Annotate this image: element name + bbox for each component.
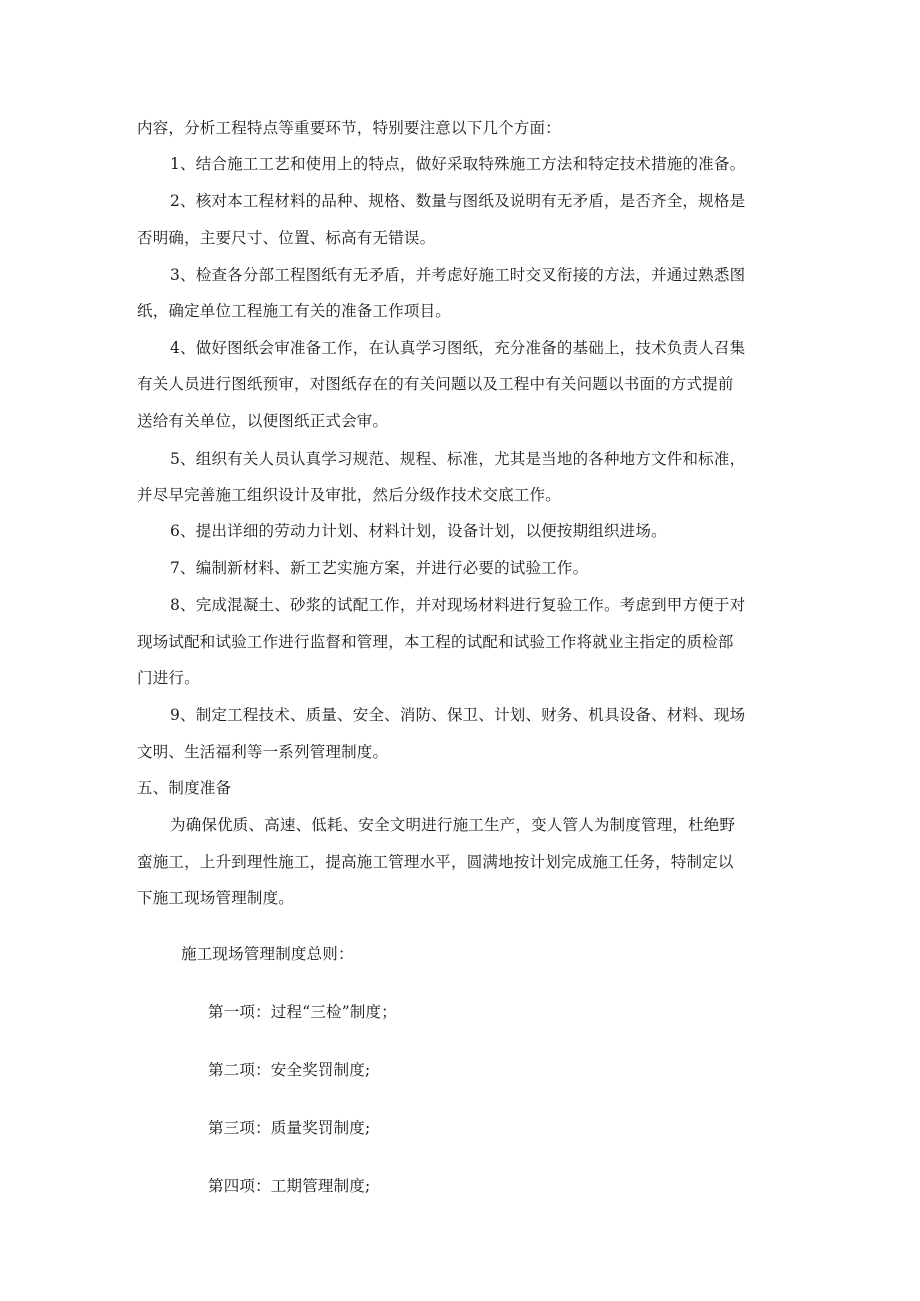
item-1-line-1: 1、结合施工工艺和使用上的特点，做好采取特殊施工方法和特定技术措施的准备。 — [170, 155, 746, 173]
item-2-line-1: 2、核对本工程材料的品种、规格、数量与图纸及说明有无矛盾，是否齐全，规格是 — [170, 192, 746, 210]
item-9-line-1: 9、制定工程技术、质量、安全、消防、保卫、计划、财务、机具设备、材料、现场 — [170, 706, 746, 724]
section-paragraph-line-1: 为确保优质、高速、低耗、安全文明进行施工生产，变人管人为制度管理，杜绝野 — [170, 816, 736, 834]
section-paragraph-line-2: 蛮施工，上升到理性施工，提高施工管理水平，圆满地按计划完成施工任务，特制定以 — [137, 853, 734, 871]
item-5-line-2: 并尽早完善施工组织设计及审批，然后分级作技术交底工作。 — [137, 486, 561, 504]
rules-title: 施工现场管理制度总则： — [181, 945, 354, 963]
item-4-line-1: 4、做好图纸会审准备工作，在认真学习图纸，充分准备的基础上，技术负责人召集 — [170, 339, 746, 357]
item-6-line-1: 6、提出详细的劳动力计划、材料计划，设备计划，以便按期组织进场。 — [170, 522, 667, 540]
item-5-line-1: 5、组织有关人员认真学习规范、规程、标准，尤其是当地的各种地方文件和标准， — [170, 450, 746, 468]
item-3-line-1: 3、检查各分部工程图纸有无矛盾，并考虑好施工时交叉衔接的方法，并通过熟悉图 — [170, 266, 746, 284]
item-4-line-2: 有关人员进行图纸预审，对图纸存在的有关问题以及工程中有关问题以书面的方式提前 — [137, 375, 734, 393]
item-8-line-1: 8、完成混凝土、砂浆的试配工作，并对现场材料进行复验工作。考虑到甲方便于对 — [170, 596, 746, 614]
section-paragraph-line-3: 下施工现场管理制度。 — [137, 889, 295, 907]
item-8-line-2: 现场试配和试验工作进行监督和管理，本工程的试配和试验工作将就业主指定的质检部 — [137, 633, 734, 651]
item-3-line-2: 纸，确定单位工程施工有关的准备工作项目。 — [137, 302, 452, 320]
item-9-line-2: 文明、生活福利等一系列管理制度。 — [137, 743, 389, 761]
rule-item-1: 第一项：过程“三检”制度； — [208, 1003, 397, 1021]
item-8-line-3: 门进行。 — [137, 669, 200, 687]
intro-text: 内容，分析工程特点等重要环节，特别要注意以下几个方面： — [137, 119, 561, 137]
item-7-line-1: 7、编制新材料、新工艺实施方案，并进行必要的试验工作。 — [170, 559, 589, 577]
item-2-line-2: 否明确，主要尺寸、位置、标高有无错误。 — [137, 229, 436, 247]
rule-item-2: 第二项：安全奖罚制度; — [208, 1061, 371, 1079]
rule-item-3: 第三项：质量奖罚制度; — [208, 1119, 371, 1137]
item-4-line-3: 送给有关单位，以便图纸正式会审。 — [137, 412, 389, 430]
rule-item-4: 第四项：工期管理制度; — [208, 1177, 371, 1195]
section-heading: 五、制度准备 — [137, 779, 232, 797]
